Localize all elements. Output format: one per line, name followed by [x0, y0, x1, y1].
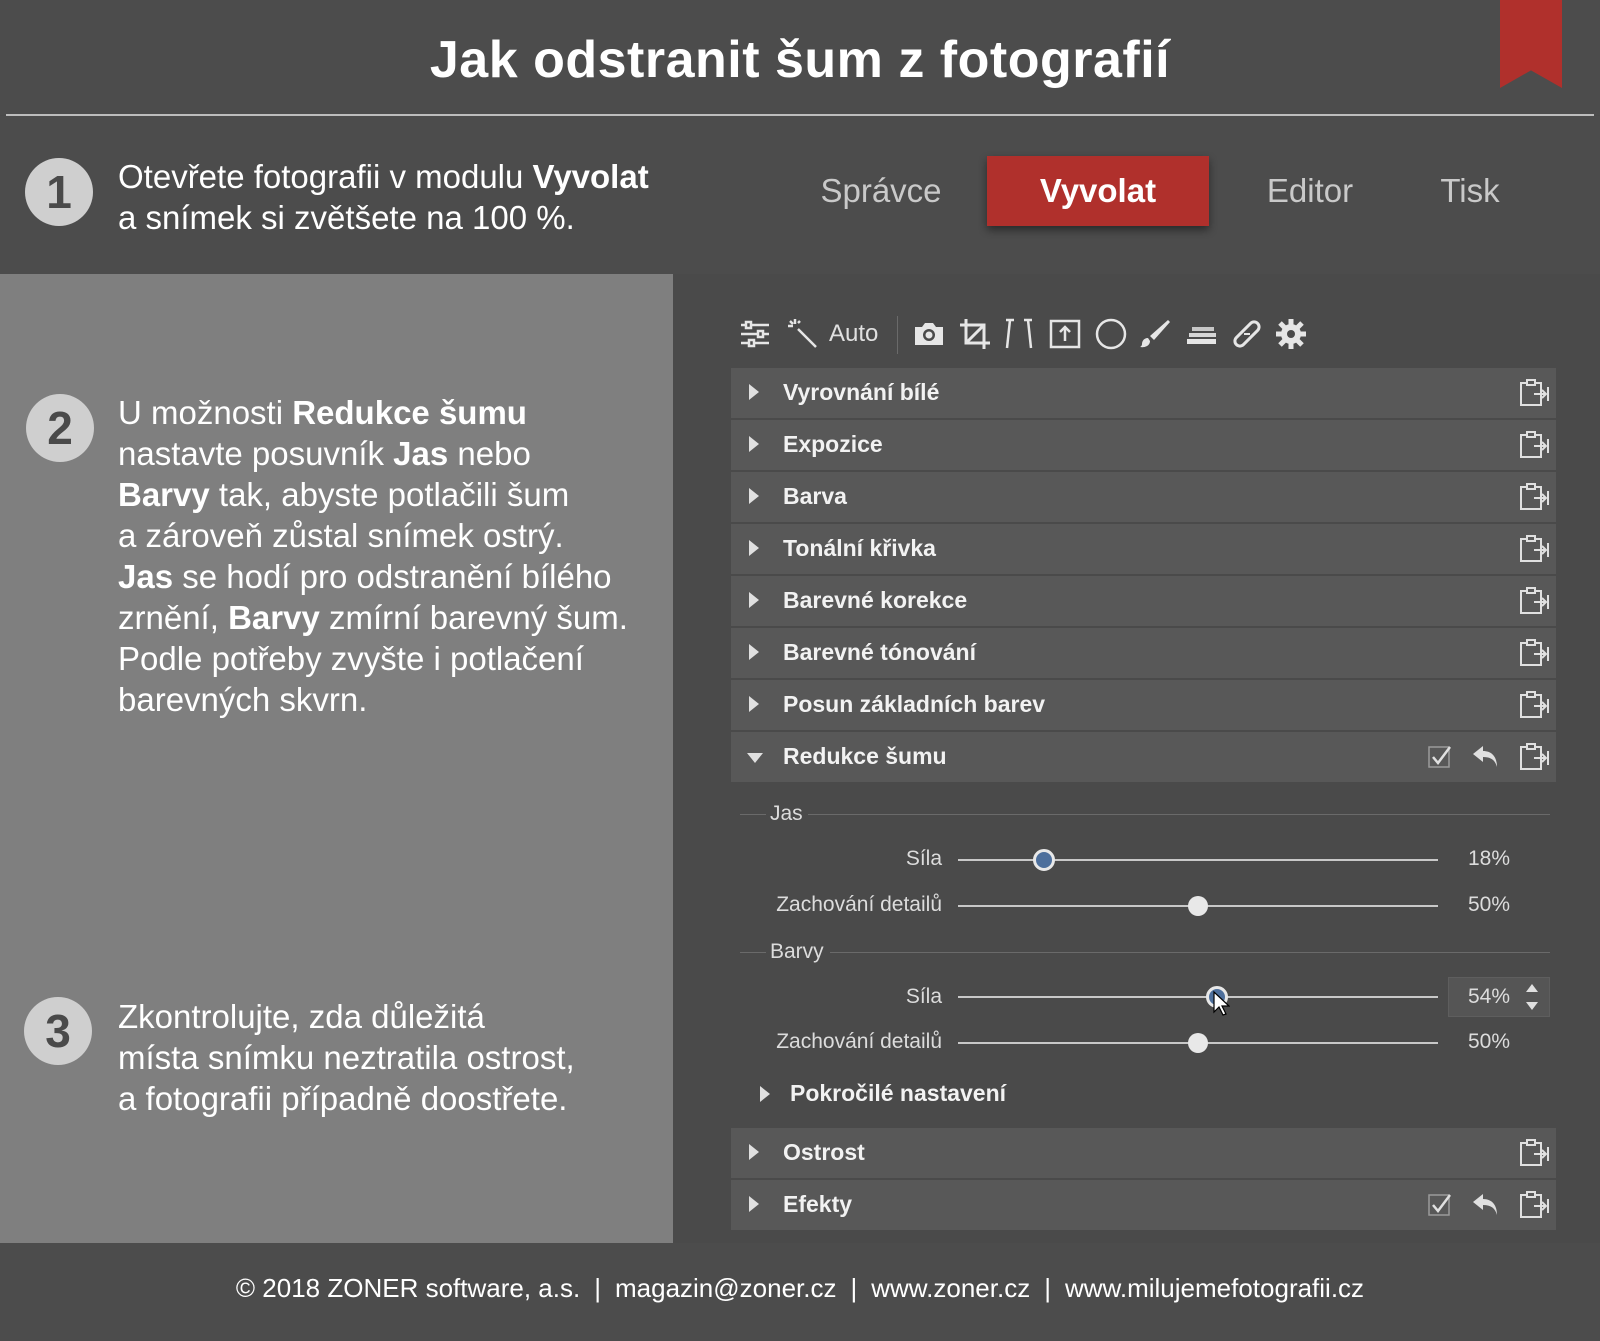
- step2-part: barevných skvrn.: [118, 681, 368, 718]
- step3-line: a fotografii případně doostřete.: [118, 1080, 568, 1117]
- step2-bold: Jas: [393, 435, 449, 472]
- panel-label: Barevné tónování: [783, 639, 976, 665]
- copy-settings-icon[interactable]: [1518, 689, 1550, 721]
- step2-bold: Redukce šumu: [292, 394, 527, 431]
- step2-part: tak, abyste potlačili šum: [209, 476, 570, 513]
- page-title: Jak odstranit šum z fotografií: [429, 31, 1171, 89]
- circle-icon[interactable]: [1091, 312, 1131, 356]
- expand-arrow-icon: [749, 540, 759, 556]
- step2-text: [118, 392, 628, 720]
- step2-bold: Barvy: [118, 476, 210, 513]
- step2-part: Podle potřeby zvyšte i potlačení: [118, 640, 584, 677]
- panel-label: Vyrovnání bílé: [783, 379, 940, 405]
- step3-line: místa snímku neztratila ostrost,: [118, 1039, 575, 1076]
- tab-spravce[interactable]: Správce: [820, 172, 942, 209]
- panel-label: Barevné korekce: [783, 587, 968, 613]
- footer-email-link[interactable]: magazin@zoner.cz: [614, 1273, 837, 1303]
- panel-label: Expozice: [783, 431, 883, 457]
- crop-icon[interactable]: [955, 312, 995, 356]
- copy-settings-icon[interactable]: [1518, 1137, 1550, 1169]
- panel-row-expozice[interactable]: [731, 420, 1556, 472]
- step1-text: [118, 156, 649, 238]
- footer-separator: |: [850, 1273, 858, 1303]
- panel-label: Posun základních barev: [783, 691, 1046, 717]
- expand-arrow-icon: [760, 1086, 770, 1102]
- slider-label: Zachování detailů: [776, 1030, 942, 1053]
- perspective-icon[interactable]: [999, 312, 1039, 356]
- tab-vyvolat[interactable]: Vyvolat: [987, 156, 1209, 226]
- slider-label: Síla: [905, 847, 942, 870]
- expand-arrow-icon: [749, 1196, 759, 1212]
- spin-up-icon[interactable]: [1526, 984, 1538, 992]
- group-label-jas: Jas: [770, 802, 803, 825]
- sliders-icon[interactable]: [735, 312, 775, 356]
- group-divider: [830, 952, 1550, 953]
- panel-label: Ostrost: [783, 1139, 865, 1165]
- enable-checkbox-icon[interactable]: [1426, 1190, 1456, 1220]
- copy-settings-icon[interactable]: [1518, 533, 1550, 565]
- expand-arrow-icon: [749, 696, 759, 712]
- copy-settings-icon[interactable]: [1518, 377, 1550, 409]
- panel-row-redukce-sumu[interactable]: [731, 732, 1556, 784]
- panel-label: Efekty: [783, 1191, 853, 1217]
- spin-down-icon[interactable]: [1526, 1002, 1538, 1010]
- panel-row-vyrovnani-bile[interactable]: [731, 368, 1556, 420]
- undo-icon[interactable]: [1470, 740, 1502, 772]
- step2-bold: Jas: [118, 558, 174, 595]
- tab-editor[interactable]: Editor: [1266, 172, 1354, 209]
- step1-text-part: Otevřete fotografii v modulu: [118, 158, 533, 195]
- expand-arrow-icon: [749, 436, 759, 452]
- panel-row-tonalni-krivka[interactable]: [731, 524, 1556, 576]
- expand-arrow-icon: [749, 644, 759, 660]
- footer-text: [0, 1273, 1600, 1304]
- bandage-icon[interactable]: [1227, 312, 1267, 356]
- panel-row-barevne-korekce[interactable]: [731, 576, 1556, 628]
- step2-bold: Barvy: [228, 599, 320, 636]
- copy-settings-icon[interactable]: [1518, 637, 1550, 669]
- footer: [0, 1243, 1600, 1341]
- step2-part: a zároveň zůstal snímek ostrý.: [118, 517, 564, 554]
- footer-mf-link[interactable]: www.milujemefotografii.cz: [1064, 1273, 1365, 1303]
- mouse-cursor-icon: [1212, 990, 1230, 1016]
- advanced-settings-toggle[interactable]: Pokročilé nastavení: [790, 1080, 1007, 1106]
- value-barvy-sila: 54%: [1468, 985, 1511, 1008]
- toolbar-separator: [897, 316, 898, 354]
- slider-label: Síla: [905, 985, 942, 1008]
- panel-label: Barva: [783, 483, 847, 509]
- collapse-arrow-icon: [747, 753, 763, 763]
- tab-tisk[interactable]: Tisk: [1440, 172, 1500, 209]
- panel-row-ostrost[interactable]: [731, 1128, 1556, 1180]
- expand-arrow-icon: [749, 488, 759, 504]
- copy-settings-icon[interactable]: [1518, 1189, 1550, 1221]
- value-jas-sila: 18%: [1468, 847, 1511, 870]
- slider-knob-barvy-detail[interactable]: [1188, 1033, 1208, 1053]
- undo-icon[interactable]: [1470, 1188, 1502, 1220]
- copy-settings-icon[interactable]: [1518, 481, 1550, 513]
- slider-knob-jas-detail[interactable]: [1188, 896, 1208, 916]
- step1-number: 1: [25, 158, 93, 226]
- panel-row-barva[interactable]: [731, 472, 1556, 524]
- step2-part: zmírní barevný šum.: [319, 599, 628, 636]
- value-jas-detail: 50%: [1468, 893, 1511, 916]
- group-label-barvy: Barvy: [770, 940, 824, 963]
- group-divider: [808, 814, 1550, 815]
- magic-wand-icon[interactable]: [783, 312, 823, 356]
- footer-zoner-link[interactable]: www.zoner.cz: [871, 1273, 1031, 1303]
- step2-part: U možnosti: [118, 394, 293, 431]
- brush-icon[interactable]: [1135, 312, 1175, 356]
- footer-separator: |: [594, 1273, 601, 1303]
- step1-text-bold: Vyvolat: [532, 158, 649, 195]
- camera-icon[interactable]: [909, 312, 949, 356]
- header: [0, 0, 1600, 115]
- step2-part: zrnění,: [118, 599, 229, 636]
- panel-label: Redukce šumu: [783, 743, 947, 769]
- export-icon[interactable]: [1045, 312, 1085, 356]
- tool-toolbar: [733, 312, 1323, 358]
- group-divider: [740, 952, 766, 953]
- value-barvy-detail: 50%: [1468, 1030, 1511, 1053]
- footer-copyright: © 2018 ZONER software, a.s.: [235, 1273, 581, 1303]
- panel-row-posun-zakladnich-barev[interactable]: [731, 680, 1556, 732]
- expand-arrow-icon: [749, 592, 759, 608]
- slider-track-barvy-sila[interactable]: [958, 996, 1438, 998]
- panel-row-efekty[interactable]: [731, 1180, 1556, 1232]
- gradient-icon[interactable]: [1181, 312, 1221, 356]
- enable-checkbox-icon[interactable]: [1426, 742, 1456, 772]
- gear-icon[interactable]: [1271, 312, 1311, 356]
- group-divider: [740, 814, 766, 815]
- copy-settings-icon[interactable]: [1518, 429, 1550, 461]
- step1-text-line2: a snímek si zvětšete na 100 %.: [118, 199, 575, 236]
- step3-line: Zkontrolujte, zda důležitá: [118, 998, 485, 1035]
- copy-settings-icon[interactable]: [1518, 585, 1550, 617]
- panel-label: Tonální křivka: [783, 535, 936, 561]
- slider-label: Zachování detailů: [776, 893, 942, 916]
- step2-part: se hodí pro odstranění bílého: [173, 558, 612, 595]
- panel-row-barevne-tonovani[interactable]: [731, 628, 1556, 680]
- step2-part: nebo: [448, 435, 531, 472]
- step2-number: 2: [26, 394, 94, 462]
- copy-settings-icon[interactable]: [1518, 741, 1550, 773]
- slider-track-jas-sila[interactable]: [958, 859, 1438, 861]
- step3-text: [118, 996, 575, 1119]
- expand-arrow-icon: [749, 384, 759, 400]
- footer-separator: |: [1044, 1273, 1051, 1303]
- auto-button[interactable]: Auto: [829, 320, 879, 347]
- step3-number: 3: [24, 997, 92, 1065]
- expand-arrow-icon: [749, 1144, 759, 1160]
- step2-part: nastavte posuvník: [118, 435, 394, 472]
